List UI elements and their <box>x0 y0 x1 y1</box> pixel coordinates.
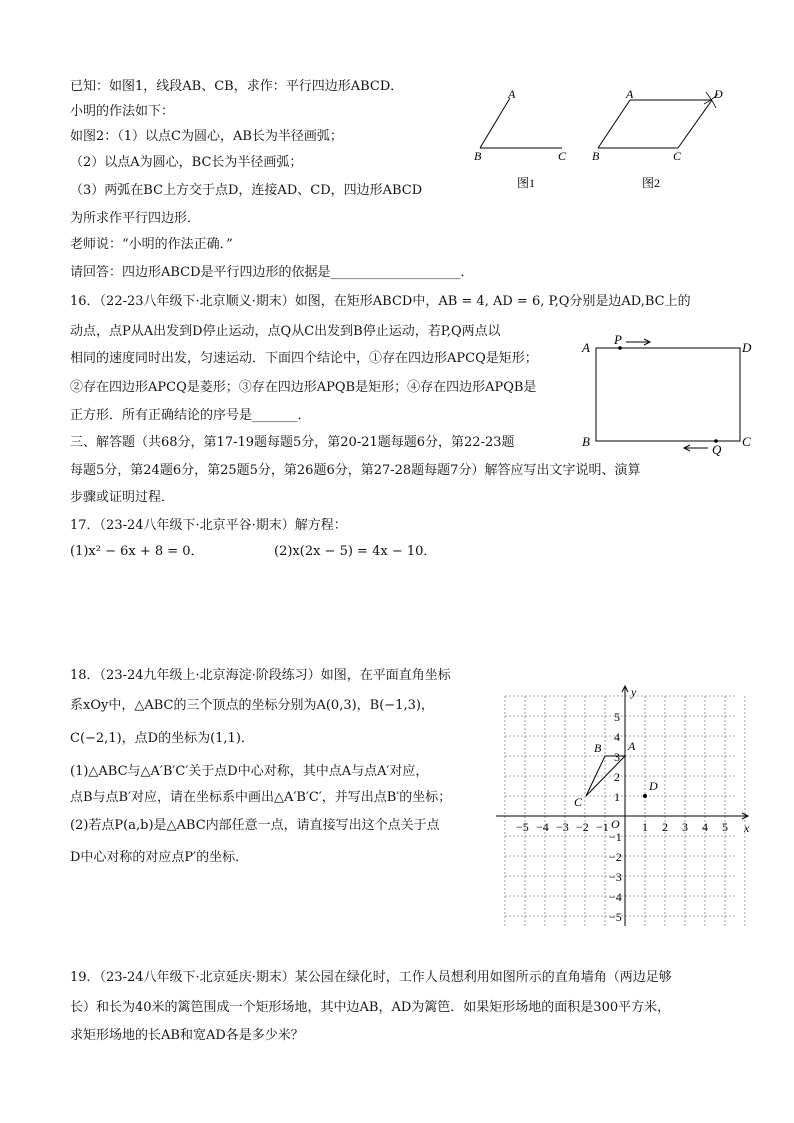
q19-line-3: 求矩形场地的长AB和宽AD各是多少米？ <box>70 1028 304 1043</box>
fig16-label-b: B <box>582 434 590 449</box>
fig1-caption: 图1 <box>517 176 536 190</box>
q16-line-5: 正方形．所有正确结论的序号是_______． <box>70 408 311 423</box>
y-tick-label: −4 <box>609 890 622 904</box>
x-tick-label: 1 <box>642 820 648 834</box>
q15-line-3: 如图2：（1）以点C为圆心，AB长为半径画弧； <box>70 129 343 144</box>
q16-line-2: 动点，点P从A出发到D停止运动，点Q从C出发到B停止运动，若P,Q两点以 <box>70 324 501 339</box>
fig2-label-a: A <box>626 87 634 101</box>
fig16-label-d: D <box>742 340 752 355</box>
fig2-caption: 图2 <box>642 176 661 190</box>
q17-title: 17．（23-24八年级下·北京平谷·期末）解方程： <box>70 518 347 533</box>
q15-line-4: （2）以点A为圆心，BC长为半径画弧； <box>70 155 303 170</box>
x-tick-label: −4 <box>536 820 549 834</box>
section3-line-1: 三、解答题（共68分，第17-19题每题5分，第20-21题每题6分，第22-23题 <box>70 435 515 450</box>
x-tick-label: −2 <box>576 820 589 834</box>
fig16-label-a: A <box>582 340 590 355</box>
q17-part-1: (1)x² − 6x + 8 = 0． <box>70 544 204 559</box>
fig16-label-q: Q <box>712 442 722 457</box>
q19-line-2: 长）和长为40米的篱笆围成一个矩形场地，其中边AB，AD为篱笆．如果矩形场地的面积是300平方米， <box>70 1000 671 1015</box>
y-tick-label: −1 <box>609 830 622 844</box>
q18-line-3: C(−2,1)，点D的坐标为(1,1)． <box>70 731 254 746</box>
q18-line-6: (2)若点P(a,b)是△ABC内部任意一点，请直接写出这个点关于点 <box>70 818 440 833</box>
point-d-label: D <box>649 779 658 793</box>
fig16-label-p: P <box>614 332 622 347</box>
x-tick-label: −1 <box>596 820 609 834</box>
section3-line-2: 每题5分，第24题6分，第25题5分，第26题6分，第27-28题每题7分）解答应写出文字说明、演算 <box>70 463 641 478</box>
figure-2 <box>592 87 723 190</box>
fig1-label-c: C <box>558 149 567 163</box>
x-tick-label: 4 <box>702 820 708 834</box>
q18-line-1: 18．（23-24九年级上·北京海淀·阶段练习）如图，在平面直角坐标 <box>70 668 451 683</box>
y-tick-label: 2 <box>614 770 620 784</box>
x-tick-label: 5 <box>722 820 728 834</box>
point-a-label: A <box>628 739 636 753</box>
y-tick-label: −3 <box>609 870 622 884</box>
q17-part-2: (2)x(2x − 5) = 4x − 10． <box>274 544 437 559</box>
point-d <box>643 794 647 798</box>
q15-line-7: 老师说：“小明的作法正确．” <box>70 237 233 252</box>
q15-line-6: 为所求作平行四边形． <box>70 211 201 226</box>
fig1-label-a: A <box>508 87 516 101</box>
q18-coordinate-grid <box>490 680 760 930</box>
section3-line-3: 步骤或证明过程． <box>70 490 175 505</box>
y-tick-label: 3 <box>614 750 620 764</box>
x-tick-label: 3 <box>682 820 688 834</box>
fig2-label-c: C <box>673 149 682 163</box>
q16-rectangle-figure <box>578 330 758 457</box>
fig2-label-d: D <box>714 87 723 101</box>
y-tick-label: 4 <box>614 730 620 744</box>
q15-line-2: 小明的作法如下： <box>70 104 175 119</box>
q15-line-1: 已知：如图1，线段AB、CB，求作：平行四边形ABCD． <box>70 79 404 94</box>
y-tick-label: 5 <box>614 710 620 724</box>
q18-line-4: (1)△ABC与△A′B′C′关于点D中心对称，其中点A与点A′对应， <box>70 764 429 779</box>
y-tick-label: 1 <box>614 790 620 804</box>
q16-line-4: ②存在四边形APCQ是菱形；③存在四边形APQB是矩形；④存在四边形APQB是 <box>70 380 537 395</box>
origin-label: O <box>611 817 620 831</box>
q16-line-3: 相同的速度同时出发，匀速运动．下面四个结论中，①存在四边形APCQ是矩形； <box>70 351 538 366</box>
point-c-label: C <box>574 795 583 809</box>
fig16-label-c: C <box>742 434 751 449</box>
x-tick-label: −3 <box>556 820 569 834</box>
y-tick-label: −5 <box>609 910 622 924</box>
x-tick-label: −5 <box>516 820 529 834</box>
q18-line-5: 点B与点B′对应，请在坐标系中画出△A′B′C′，并写出点B′的坐标； <box>70 790 452 805</box>
figure-1 <box>474 87 567 190</box>
q15-line-8: 请回答：四边形ABCD是平行四边形的依据是____________________． <box>70 265 474 280</box>
q18-line-7: D中心对称的对应点P′的坐标． <box>70 850 249 865</box>
point-b-label: B <box>594 741 602 755</box>
q19-line-1: 19．（23-24八年级下·北京延庆·期末）某公园在绿化时，工作人员想利用如图所示的直角墙角（两边足够 <box>70 970 672 985</box>
y-tick-label: −2 <box>609 850 622 864</box>
x-tick-label: 2 <box>662 820 668 834</box>
q16-line-1: 16．（22-23八年级下·北京顺义·期末）如图，在矩形ABCD中，AB = 4, AD = 6, P,Q分别是边AD,BC上的 <box>70 294 691 309</box>
q15-figures <box>470 86 723 196</box>
q18-line-2: 系xOy中，△ABC的三个顶点的坐标分别为A(0,3)，B(−1,3)， <box>70 698 434 713</box>
axis-y-label: y <box>631 685 637 699</box>
q15-line-5: （3）两弧在BC上方交于点D，连接AD、CD，四边形ABCD <box>70 183 423 198</box>
axis-x-label: x <box>744 821 750 835</box>
fig1-label-b: B <box>474 149 482 163</box>
fig2-label-b: B <box>592 149 600 163</box>
